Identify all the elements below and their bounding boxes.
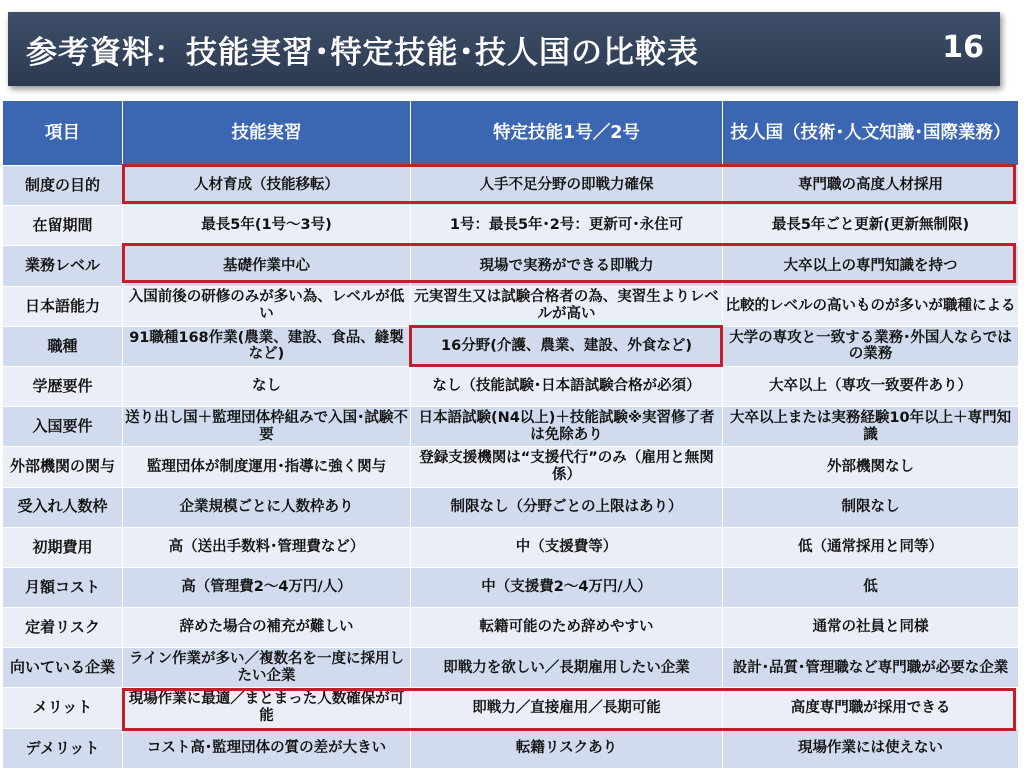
row-label: デメリット [3, 728, 123, 768]
cell: 専門職の高度人材採用 [723, 166, 1019, 206]
cell: コスト高･監理団体の質の差が大きい [123, 728, 411, 768]
row-label: 定着リスク [3, 608, 123, 648]
row-label: 日本語能力 [3, 286, 123, 326]
page-title: 参考資料：技能実習･特定技能･技人国の比較表 [26, 34, 699, 71]
cell: 現場作業に最適／まとまった人数確保が可能 [123, 688, 411, 728]
cell: 最長5年ごと更新(更新無制限) [723, 206, 1019, 246]
cell: 企業規模ごとに人数枠あり [123, 487, 411, 527]
cell: ライン作業が多い／複数名を一度に採用したい企業 [123, 648, 411, 688]
row-label: 業務レベル [3, 246, 123, 286]
header-tokutei-ginou: 特定技能1号／2号 [411, 101, 723, 166]
cell: 外部機関なし [723, 447, 1019, 487]
cell: 転籍リスクあり [411, 728, 723, 768]
cell: 中（支援費等） [411, 527, 723, 567]
cell: 低 [723, 567, 1019, 607]
table-row [3, 326, 1019, 366]
cell: 設計･品質･管理職など専門職が必要な企業 [723, 648, 1019, 688]
row-label: 制度の目的 [3, 166, 123, 206]
row-label: メリット [3, 688, 123, 728]
cell: 現場作業には使えない [723, 728, 1019, 768]
cell: 送り出し国＋監理団体枠組みで入国･試験不要 [123, 407, 411, 447]
row-label: 初期費用 [3, 527, 123, 567]
row-label: 月額コスト [3, 567, 123, 607]
cell: 転籍可能のため辞めやすい [411, 608, 723, 648]
cell: 入国前後の研修のみが多い為、レベルが低い [123, 286, 411, 326]
table-row [3, 447, 1019, 487]
cell: 91職種168作業(農業、建設、食品、縫製など) [123, 326, 411, 366]
cell: 制限なし [723, 487, 1019, 527]
cell: 16分野(介護、農業、建設、外食など) [411, 326, 723, 366]
cell: 最長5年(1号～3号) [123, 206, 411, 246]
table-row [3, 608, 1019, 648]
table-row [3, 688, 1019, 728]
table-header-row [3, 101, 1019, 166]
row-label: 職種 [3, 326, 123, 366]
cell: 登録支援機関は“支援代行”のみ（雇用と無関係） [411, 447, 723, 487]
cell: 人手不足分野の即戦力確保 [411, 166, 723, 206]
cell: 人材育成（技能移転） [123, 166, 411, 206]
cell: 通常の社員と同様 [723, 608, 1019, 648]
page-number: 16 [942, 30, 984, 65]
cell: 高度専門職が採用できる [723, 688, 1019, 728]
cell: 即戦力を欲しい／長期雇用したい企業 [411, 648, 723, 688]
cell: 中（支援費2～4万円/人） [411, 567, 723, 607]
cell: なし [123, 366, 411, 406]
row-label: 学歴要件 [3, 366, 123, 406]
row-label: 外部機関の関与 [3, 447, 123, 487]
cell: 辞めた場合の補充が難しい [123, 608, 411, 648]
table-row [3, 246, 1019, 286]
cell: 監理団体が制度運用･指導に強く関与 [123, 447, 411, 487]
row-label: 向いている企業 [3, 648, 123, 688]
header-item: 項目 [3, 101, 123, 166]
table-row [3, 407, 1019, 447]
title-bar [8, 12, 1000, 86]
cell: 大卒以上または実務経験10年以上＋専門知識 [723, 407, 1019, 447]
cell: 制限なし（分野ごとの上限はあり） [411, 487, 723, 527]
table-row [3, 487, 1019, 527]
table-row [3, 728, 1019, 768]
cell: 大卒以上（専攻一致要件あり） [723, 366, 1019, 406]
cell: 日本語試験(N4以上)＋技能試験※実習修了者は免除あり [411, 407, 723, 447]
cell: 1号：最長5年･2号：更新可･永住可 [411, 206, 723, 246]
cell: 低（通常採用と同等） [723, 527, 1019, 567]
cell: 高（送出手数料･管理費など） [123, 527, 411, 567]
cell: 現場で実務ができる即戦力 [411, 246, 723, 286]
row-label: 在留期間 [3, 206, 123, 246]
row-label: 入国要件 [3, 407, 123, 447]
cell: 比較的レベルの高いものが多いが職種による [723, 286, 1019, 326]
cell: 大学の専攻と一致する業務･外国人ならではの業務 [723, 326, 1019, 366]
row-label: 受入れ人数枠 [3, 487, 123, 527]
cell: なし（技能試験･日本語試験合格が必須） [411, 366, 723, 406]
table-row [3, 206, 1019, 246]
header-ginou-jisshu: 技能実習 [123, 101, 411, 166]
cell: 即戦力／直接雇用／長期可能 [411, 688, 723, 728]
table-row [3, 166, 1019, 206]
comparison-table [2, 100, 1019, 769]
cell: 基礎作業中心 [123, 246, 411, 286]
cell: 元実習生又は試験合格者の為、実習生よりレベルが高い [411, 286, 723, 326]
table-row [3, 648, 1019, 688]
table-row [3, 527, 1019, 567]
cell: 高（管理費2～4万円/人） [123, 567, 411, 607]
cell: 大卒以上の専門知識を持つ [723, 246, 1019, 286]
table-row [3, 286, 1019, 326]
table-row [3, 567, 1019, 607]
header-gijinkoku: 技人国（技術･人文知識･国際業務） [723, 101, 1019, 166]
table-row [3, 366, 1019, 406]
